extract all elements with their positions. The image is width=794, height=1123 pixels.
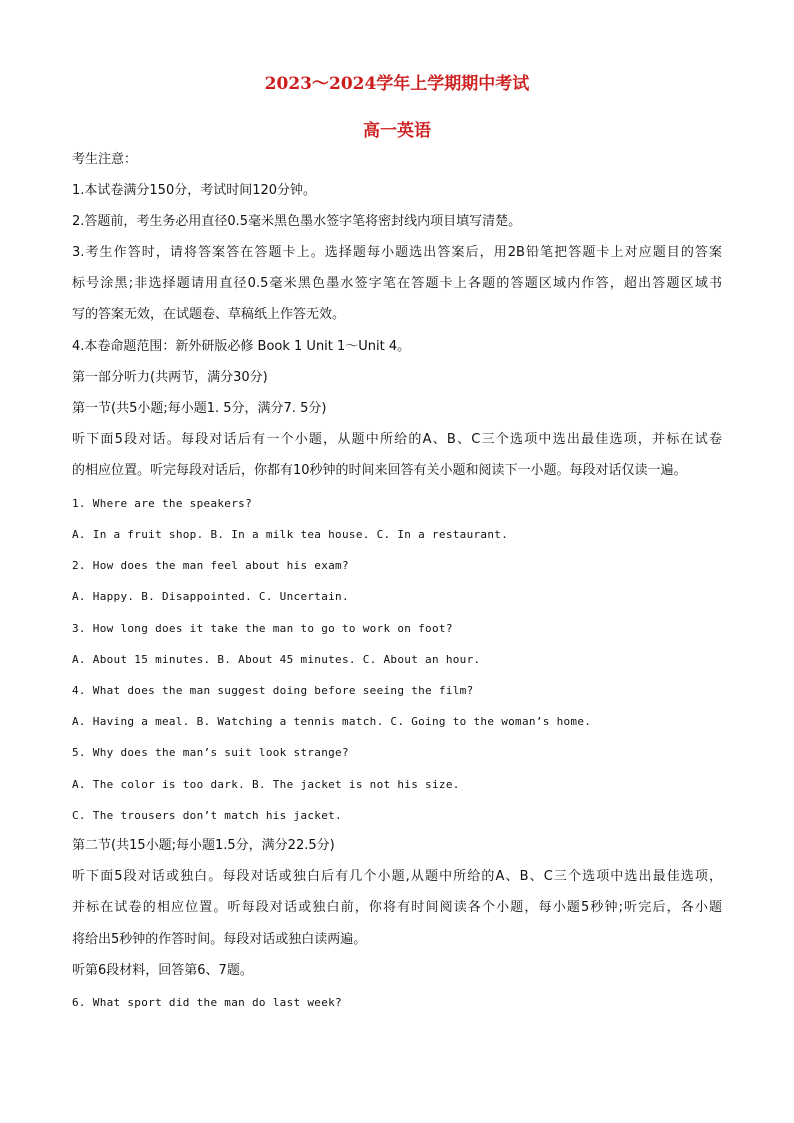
question-stem: 3. How long does it take the man to go to work on foot? bbox=[72, 622, 453, 635]
exam-title: 2023～2024学年上学期期中考试 bbox=[264, 74, 530, 94]
section-instructions: 将给出5秒钟的作答时间。每段对话或独白读两遍。 bbox=[72, 932, 367, 947]
notice-item: 2.答题前，考生务必用直径0.5毫米黑色墨水签字笔将密封线内项目填写清楚。 bbox=[72, 214, 522, 229]
section-instructions: 并标在试卷的相应位置。听每段对话或独白前，你将有时间阅读各个小题，每小题5秒钟;听完后，各小题 bbox=[72, 900, 722, 915]
question-stem: 6. What sport did the man do last week? bbox=[72, 996, 342, 1009]
question-stem: 2. How does the man feel about his exam? bbox=[72, 559, 349, 572]
notice-item: 1.本试卷满分150分，考试时间120分钟。 bbox=[72, 183, 317, 198]
notice-item: 标号涂黑;非选择题请用直径0.5毫米黑色墨水签字笔在答题卡上各题的答题区域内作答，超出答题区域书 bbox=[72, 276, 722, 291]
exam-subject: 高一英语 bbox=[363, 121, 431, 141]
notice-item: 写的答案无效，在试题卷、草稿纸上作答无效。 bbox=[72, 307, 346, 322]
question-options: C. The trousers don’t match his jacket. bbox=[72, 809, 342, 822]
question-options: A. Happy. B. Disappointed. C. Uncertain. bbox=[72, 590, 349, 603]
question-stem: 1. Where are the speakers? bbox=[72, 497, 252, 510]
question-stem: 4. What does the man suggest doing before seeing the film? bbox=[72, 684, 474, 697]
part-heading: 第一部分听力(共两节，满分30分) bbox=[72, 370, 268, 385]
notice-heading: 考生注意： bbox=[72, 152, 138, 167]
question-options: A. The color is too dark. B. The jacket is not his size. bbox=[72, 778, 460, 791]
section-heading: 第一节(共5小题;每小题1. 5分，满分7. 5分) bbox=[72, 401, 327, 416]
question-options: A. Having a meal. B. Watching a tennis match. C. Going to the woman’s home. bbox=[72, 715, 592, 728]
question-options: A. About 15 minutes. B. About 45 minutes. C. About an hour. bbox=[72, 653, 481, 666]
section-instructions: 听下面5段对话。每段对话后有一个小题，从题中所给的A、B、C三个选项中选出最佳选项，并标在试卷 bbox=[72, 432, 722, 447]
section-instructions: 听下面5段对话或独白。每段对话或独白后有几个小题,从题中所给的A、B、C三个选项中选出最佳选项， bbox=[72, 869, 722, 884]
section-instructions: 的相应位置。听完每段对话后，你都有10秒钟的时间来回答有关小题和阅读下一小题。每段对话仅读一遍。 bbox=[72, 463, 687, 478]
notice-item: 3.考生作答时，请将答案答在答题卡上。选择题每小题选出答案后，用2B铅笔把答题卡上对应题目的答案 bbox=[72, 245, 722, 260]
question-stem: 5. Why does the man’s suit look strange? bbox=[72, 746, 349, 759]
notice-item: 4.本卷命题范围：新外研版必修 Book 1 Unit 1～Unit 4。 bbox=[72, 339, 411, 354]
section-heading: 第二节(共15小题;每小题1.5分，满分22.5分) bbox=[72, 838, 335, 853]
material-note: 听第6段材料，回答第6、7题。 bbox=[72, 963, 253, 978]
question-options: A. In a fruit shop. B. In a milk tea house. C. In a restaurant. bbox=[72, 528, 509, 541]
